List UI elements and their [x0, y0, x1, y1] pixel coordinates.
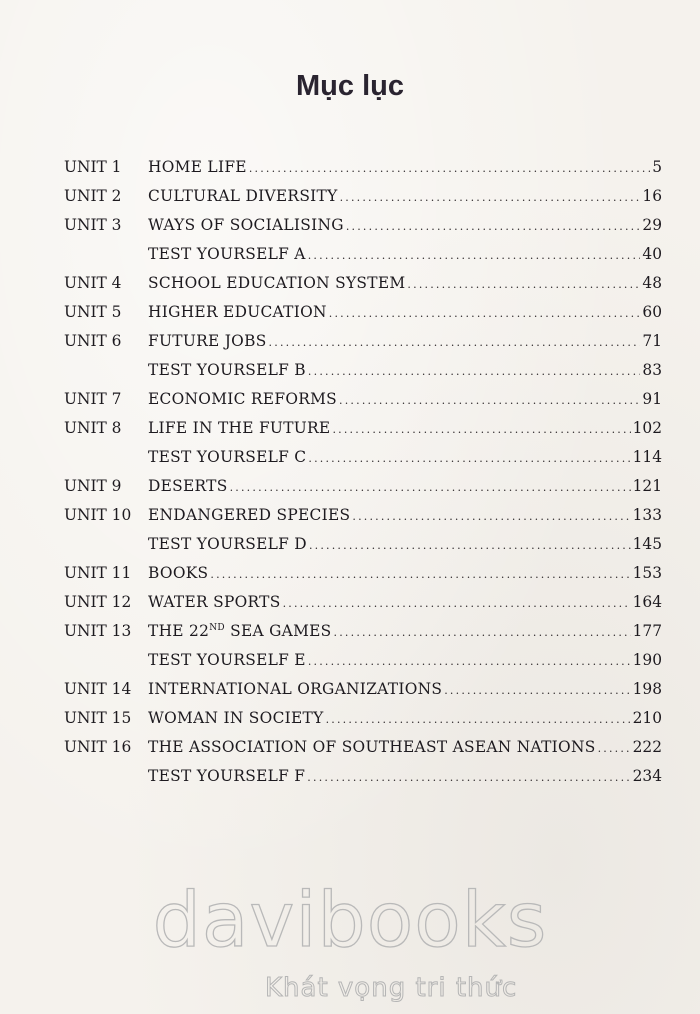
page-number: 153 — [632, 564, 662, 582]
toc-entry — [148, 245, 662, 263]
toc-row — [64, 419, 662, 448]
dot-leader — [210, 568, 630, 581]
unit-number: UNIT 2 — [64, 187, 122, 205]
page-number: 102 — [632, 419, 662, 437]
page-number: 91 — [642, 390, 662, 408]
toc-entry — [148, 564, 662, 582]
entry-title: TEST YOURSELF A — [148, 245, 306, 263]
dot-leader — [334, 626, 631, 639]
entry-title: FUTURE JOBS — [148, 332, 267, 350]
page-number: 40 — [642, 245, 662, 263]
toc-row — [64, 709, 662, 738]
entry-title: THE ASSOCIATION OF SOUTHEAST ASEAN NATIONS — [148, 738, 596, 756]
toc-row — [64, 361, 662, 390]
toc-row — [64, 448, 662, 477]
dot-leader — [249, 162, 650, 175]
dot-leader — [329, 307, 641, 320]
dot-leader — [346, 220, 641, 233]
toc-row — [64, 535, 662, 564]
page-number: 222 — [632, 738, 662, 756]
toc-row — [64, 564, 662, 593]
page-number: 145 — [632, 535, 662, 553]
page-number: 234 — [632, 767, 662, 785]
unit-number: UNIT 6 — [64, 332, 122, 350]
page-number: 16 — [642, 187, 662, 205]
toc-row — [64, 274, 662, 303]
toc-entry — [148, 448, 662, 466]
toc-row — [64, 593, 662, 622]
watermark-logo: davibooks — [152, 875, 548, 964]
toc-entry — [148, 506, 662, 524]
toc-entry — [148, 303, 662, 321]
page-number: 121 — [632, 477, 662, 495]
entry-title: TEST YOURSELF F — [148, 767, 306, 785]
entry-title: BOOKS — [148, 564, 209, 582]
unit-number: UNIT 1 — [64, 158, 122, 176]
toc-entry — [148, 535, 662, 553]
entry-title: INTERNATIONAL ORGANIZATIONS — [148, 680, 443, 698]
toc-row — [64, 477, 662, 506]
entry-title: ENDANGERED SPECIES — [148, 506, 351, 524]
toc-entry — [148, 274, 662, 292]
toc-entry — [148, 593, 662, 611]
dot-leader — [332, 423, 630, 436]
toc-entry — [148, 419, 662, 437]
page-title: Mục lục — [296, 70, 404, 102]
unit-number: UNIT 14 — [64, 680, 132, 698]
dot-leader — [230, 481, 631, 494]
entry-title: TEST YOURSELF B — [148, 361, 306, 379]
toc-entry — [148, 361, 662, 379]
dot-leader — [340, 191, 641, 204]
entry-title-part: THE 22 — [148, 622, 210, 640]
toc-row — [64, 738, 662, 767]
entry-title: HIGHER EDUCATION — [148, 303, 327, 321]
unit-number: UNIT 11 — [64, 564, 132, 582]
unit-number: UNIT 9 — [64, 477, 122, 495]
toc-row — [64, 158, 662, 187]
page-number: 71 — [642, 332, 662, 350]
dot-leader — [407, 278, 640, 291]
unit-number: UNIT 8 — [64, 419, 122, 437]
entry-title: WATER SPORTS — [148, 593, 281, 611]
entry-title — [148, 622, 332, 640]
toc-entry — [148, 622, 662, 640]
entry-title: HOME LIFE — [148, 158, 247, 176]
dot-leader — [269, 336, 641, 349]
toc-entry — [148, 332, 662, 350]
toc-row — [64, 390, 662, 419]
page-number: 48 — [642, 274, 662, 292]
toc-entry — [148, 187, 662, 205]
toc-entry — [148, 738, 662, 756]
entry-title: CULTURAL DIVERSITY — [148, 187, 338, 205]
toc-row — [64, 680, 662, 709]
unit-number: UNIT 16 — [64, 738, 132, 756]
toc-row — [64, 216, 662, 245]
entry-title-superscript: ND — [209, 623, 225, 633]
unit-number: UNIT 10 — [64, 506, 132, 524]
page-number: 114 — [632, 448, 662, 466]
unit-number: UNIT 12 — [64, 593, 132, 611]
unit-number: UNIT 7 — [64, 390, 122, 408]
entry-title: WOMAN IN SOCIETY — [148, 709, 324, 727]
dot-leader — [352, 510, 630, 523]
toc-entry — [148, 651, 662, 669]
dot-leader — [444, 684, 630, 697]
page-number: 133 — [632, 506, 662, 524]
dot-leader — [326, 713, 631, 726]
dot-leader — [308, 655, 631, 668]
page-number: 177 — [632, 622, 662, 640]
unit-number: UNIT 15 — [64, 709, 132, 727]
toc-entry — [148, 709, 662, 727]
toc-row — [64, 187, 662, 216]
entry-title: TEST YOURSELF E — [148, 651, 306, 669]
toc-row — [64, 303, 662, 332]
dot-leader — [283, 597, 631, 610]
unit-number: UNIT 4 — [64, 274, 122, 292]
toc-row — [64, 245, 662, 274]
dot-leader — [309, 539, 631, 552]
toc-entry — [148, 767, 662, 785]
unit-number: UNIT 3 — [64, 216, 122, 234]
dot-leader — [308, 452, 630, 465]
toc-row — [64, 332, 662, 361]
entry-title-part: SEA GAMES — [224, 622, 332, 640]
dot-leader — [307, 771, 630, 784]
unit-number: UNIT 13 — [64, 622, 132, 640]
dot-leader — [598, 742, 631, 755]
page-number: 198 — [632, 680, 662, 698]
dot-leader — [308, 249, 641, 262]
toc-entry — [148, 216, 662, 234]
entry-title: TEST YOURSELF D — [148, 535, 307, 553]
toc-entry — [148, 477, 662, 495]
entry-title: DESERTS — [148, 477, 228, 495]
toc-entry — [148, 680, 662, 698]
entry-title: LIFE IN THE FUTURE — [148, 419, 331, 437]
toc-row — [64, 506, 662, 535]
entry-title: ECONOMIC REFORMS — [148, 390, 338, 408]
page-number: 83 — [642, 361, 662, 379]
page-number: 190 — [632, 651, 662, 669]
entry-title: SCHOOL EDUCATION SYSTEM — [148, 274, 406, 292]
dot-leader — [308, 365, 640, 378]
table-of-contents — [64, 158, 662, 796]
toc-row — [64, 622, 662, 651]
toc-entry — [148, 390, 662, 408]
toc-row — [64, 767, 662, 796]
toc-row — [64, 651, 662, 680]
toc-entry — [148, 158, 662, 176]
page-number: 29 — [642, 216, 662, 234]
unit-number: UNIT 5 — [64, 303, 122, 321]
page-number: 60 — [642, 303, 662, 321]
page-number: 164 — [632, 593, 662, 611]
watermark-tagline: Khát vọng tri thức — [265, 973, 518, 1003]
entry-title: TEST YOURSELF C — [148, 448, 307, 466]
page-number: 210 — [632, 709, 662, 727]
page-number: 5 — [652, 158, 662, 176]
dot-leader — [339, 394, 640, 407]
entry-title: WAYS OF SOCIALISING — [148, 216, 344, 234]
